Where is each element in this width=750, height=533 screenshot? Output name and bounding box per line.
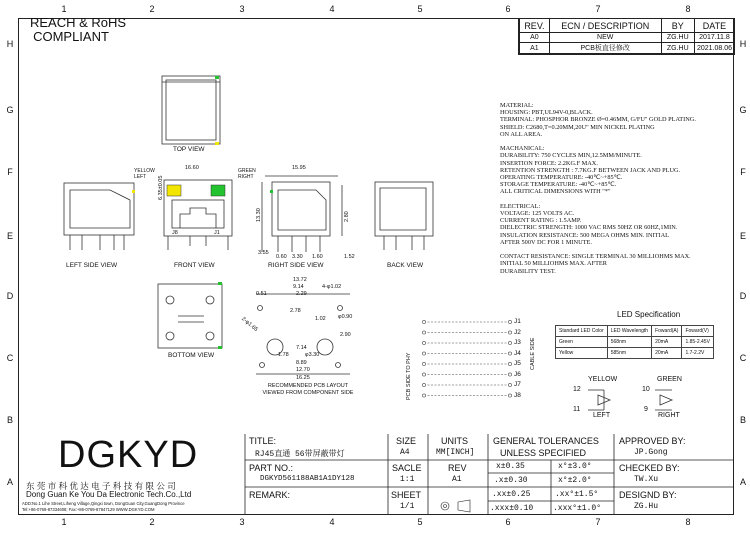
sheet-value: 1/1 <box>400 502 415 511</box>
rev-header-rev: REV. <box>520 19 550 33</box>
company-cn-name: 东 莞 市 科 优 达 电 子 科 技 有 限 公 司 <box>26 481 176 491</box>
column-label-7: 7 <box>595 4 601 14</box>
pin-terminal <box>422 331 425 334</box>
green-right-label <box>238 168 256 180</box>
part-no-value: DGKYD561188AB1A1DY128 <box>260 475 355 483</box>
right-view-accent <box>270 190 273 193</box>
tolerance-title: GENERAL TOLERANCES <box>493 436 599 446</box>
material-note-line: AFTER 500V DC FOR 1 MINUTE. <box>500 238 592 246</box>
left-view-accent <box>132 190 135 193</box>
led-spec-table <box>555 325 714 359</box>
pcb-side-label: PCB SIDE TO PHY <box>406 352 412 400</box>
schem-right: RIGHT <box>658 412 680 419</box>
size-value: A4 <box>400 448 410 457</box>
row-label-G: G <box>6 105 14 115</box>
top-view-label: TOP VIEW <box>173 146 205 153</box>
tol-cell: .xx°±1.5° <box>555 490 599 499</box>
rev-row-cell: NEW <box>549 33 661 43</box>
scale-label: SACLE <box>392 463 422 473</box>
pin-label-j7: J7 <box>514 381 521 388</box>
yellow-left-label <box>134 168 155 180</box>
led-cell: Yellow <box>556 348 608 359</box>
material-note-line: RETENTION STRENGTH : 7.7KG.F BETWEEN JACK AND PLUG. <box>500 166 681 174</box>
bottom-view-outline <box>158 284 222 348</box>
company-logo: DGKYD <box>58 434 199 476</box>
schem-pin-11: 11 <box>573 406 581 413</box>
material-note-line: INSERTION FORCE: 2.2KG.F MAX. <box>500 159 598 167</box>
pcb-layout-label-line: RECOMMENDED PCB LAYOUT <box>267 383 349 389</box>
row-label-E: E <box>739 231 746 241</box>
rev-row-cell: ZG.HU <box>661 43 694 54</box>
column-label-2: 2 <box>149 4 155 14</box>
row-label-H: H <box>739 39 747 49</box>
back-view-outline <box>375 182 433 250</box>
dim-side-b1: 3.55 <box>258 250 269 256</box>
pin-terminal <box>422 341 425 344</box>
material-note-line: OPERATING TEMPERATURE: -40℃~+85℃. <box>500 174 623 182</box>
left-side-view-outline <box>64 183 134 250</box>
rev-row-cell: PCB板直径修改 <box>549 43 661 54</box>
dim-pcb-r6: 7.14 <box>296 345 307 351</box>
led-cell: 1.7-2.2V <box>682 348 713 359</box>
company-address: ADD:No.1 Lihe Street,Liheng Village,Qingxi town, DongGuan City,GuangDong Province <box>22 501 185 506</box>
material-note-line <box>500 196 696 203</box>
approved-value: JP.Gong <box>634 448 668 457</box>
pin-map <box>422 320 511 397</box>
schem-pin-12: 12 <box>573 386 581 393</box>
row-label-C: C <box>6 353 14 363</box>
dim-pcb-r2: 2.78 <box>290 308 301 314</box>
tol-cell: .xxx°±1.0° <box>553 504 602 513</box>
row-label-A: A <box>739 477 746 487</box>
row-label-C: C <box>739 353 747 363</box>
dim-side-b5: 1.52 <box>344 254 355 260</box>
company-tel: Tel:+86-0769-87334608; Fax:+86-0769-87847129 WWW.DGKYD.COM <box>22 507 155 512</box>
yellow-label: YELLOW <box>134 168 155 174</box>
dim-pcb-top3: 2.29 <box>296 291 307 297</box>
pin-label-j5: J5 <box>514 360 521 367</box>
pin-terminal <box>422 373 425 376</box>
material-note-line <box>500 138 696 145</box>
material-note-line: INSULATION RESISTANCE: 500 MEGA OHMS MIN. INITIAL <box>500 231 669 239</box>
led-cell: 20mA <box>652 337 682 348</box>
company-en-name: Dong Guan Ke You Da Electronic Tech.Co.,Ltd <box>26 490 192 499</box>
column-label-6: 6 <box>505 517 511 527</box>
bottom-view-accent <box>218 282 222 285</box>
led-header-cell: Foward(A) <box>652 326 682 337</box>
designed-label: DESIGND BY: <box>619 490 677 500</box>
left-side-view-label: LEFT SIDE VIEW <box>66 262 118 269</box>
size-label: SIZE <box>396 436 417 446</box>
row-label-B: B <box>739 415 746 425</box>
dim-front-width: 16.60 <box>185 165 199 171</box>
row-label-B: B <box>6 415 13 425</box>
led-cell: 585nm <box>607 348 651 359</box>
material-note-line <box>500 246 696 253</box>
row-label-D: D <box>739 291 747 301</box>
material-note-line: INITIAL 50 MILLIOHMS MAX. AFTER <box>500 260 607 268</box>
yellow-led-indicator <box>167 185 181 196</box>
top-view-accent <box>215 76 219 79</box>
pin-terminal <box>508 394 511 397</box>
pin-j8-label: J8 <box>172 230 178 236</box>
checked-value: TW.Xu <box>634 475 659 484</box>
dim-side-b4: 1.60 <box>312 254 323 260</box>
rev-value: A1 <box>452 475 462 484</box>
tol-cell: x°±3.0° <box>558 462 592 471</box>
column-label-3: 3 <box>239 517 245 527</box>
dim-side-b3: 3.30 <box>292 254 303 260</box>
dim-pcb-angle: 2-φ1.65 <box>240 316 259 333</box>
dim-pcb-r9: 8.89 <box>296 360 307 366</box>
material-note-line: SHIELD: C2680,T=0.20MM,20U" MIN NICKEL PLATING <box>500 123 655 131</box>
top-view-accent <box>215 142 219 145</box>
material-note-line: ALL CRITICAL DIMENSIONS WITH "*" <box>500 188 611 196</box>
material-note-line: DURABILITY TEST. <box>500 267 556 275</box>
right-label: RIGHT <box>238 174 254 180</box>
material-note-line: MACHANICAL: <box>500 145 545 153</box>
green-label: GREEN <box>238 168 256 174</box>
column-label-6: 6 <box>505 4 511 14</box>
pin-label-j1: J1 <box>514 318 521 325</box>
column-label-8: 8 <box>685 4 691 14</box>
scale-value: 1:1 <box>400 475 415 484</box>
dim-pcb-top1: 13.72 <box>293 277 307 283</box>
column-label-1: 1 <box>61 4 67 14</box>
back-view-label: BACK VIEW <box>387 262 424 269</box>
row-label-E: E <box>6 231 13 241</box>
column-label-2: 2 <box>149 517 155 527</box>
led-header-cell: Foward(V) <box>682 326 713 337</box>
units-value: MM[INCH] <box>436 448 475 457</box>
column-label-5: 5 <box>417 4 423 14</box>
dim-pcb-r4: φ0.90 <box>338 314 353 320</box>
column-label-1: 1 <box>61 517 67 527</box>
material-note-line: STORAGE TEMPERATURE: -40℃~+85℃. <box>500 181 617 189</box>
pin-terminal <box>508 362 511 365</box>
led-cell: 1.85-2.45V <box>682 337 713 348</box>
right-side-view-label: RIGHT SIDE VIEW <box>268 262 324 269</box>
led-spec-title: LED Specification <box>617 310 681 319</box>
units-label: UNITS <box>441 436 468 446</box>
cable-side-label: CABLE SIDE <box>530 337 536 370</box>
pin-label-j4: J4 <box>514 349 521 357</box>
sheet-label: SHEET <box>391 490 422 500</box>
pin-j1-label: J1 <box>214 230 220 236</box>
row-label-G: G <box>739 105 747 115</box>
pin-terminal <box>422 352 425 355</box>
schem-left: LEFT <box>593 412 611 419</box>
dim-side-depth: 15.95 <box>292 165 306 171</box>
column-label-4: 4 <box>329 4 335 14</box>
tolerance-subtitle: UNLESS SPECIFIED <box>500 448 587 458</box>
dim-pcb-r11: 16.25 <box>296 375 310 381</box>
designed-value: ZG.Hu <box>634 502 659 511</box>
led-cell: Green <box>556 337 608 348</box>
dim-pcb-r5: 2.90 <box>340 332 351 338</box>
dim-pcb-r10: 12.70 <box>296 367 310 373</box>
pin-terminal <box>422 383 425 386</box>
column-label-5: 5 <box>417 517 423 527</box>
material-note-line: TERMINAL: PHOSPHOR BRONZE Ø=0.46MM, G/FU" GOLD PLATING. <box>500 116 696 124</box>
part-no-label: PART NO.: <box>249 463 294 473</box>
dim-pcb-holes: 4-φ1.02 <box>322 284 342 290</box>
dim-pcb-r3: 1.02 <box>315 316 326 322</box>
row-label-F: F <box>740 167 746 177</box>
left-label: LEFT <box>134 174 147 180</box>
remark-label: REMARK: <box>249 490 291 500</box>
material-note-line: CURRENT RATING : 1.5AMP. <box>500 217 582 225</box>
dim-pcb-top2: 9.14 <box>293 284 304 290</box>
tol-cell: x°±2.0° <box>558 476 592 485</box>
rev-row-cell: A0 <box>520 33 550 43</box>
dim-side-height: 13.30 <box>256 208 262 222</box>
rev-row-cell: A1 <box>520 43 550 54</box>
pin-terminal <box>422 362 425 365</box>
material-note-line: DURABILITY: 750 CYCLES MIN,12.5MM/MINUTE. <box>500 152 642 160</box>
schem-pin-9: 9 <box>644 406 648 413</box>
rev-row-cell: 2021.08.06 <box>694 43 734 54</box>
right-side-view-outline <box>262 176 342 252</box>
led-header-cell: Standard LED Color <box>556 326 608 337</box>
schem-yellow: YELLOW <box>588 376 618 383</box>
pin-label-j3: J3 <box>514 339 521 346</box>
dim-pcb-r1: 0.51 <box>256 291 267 297</box>
row-label-A: A <box>6 477 13 487</box>
material-note-line: VOLTAGE: 125 VOLTS AC. <box>500 210 575 218</box>
title-value: RJ45直通 56带屏蔽带灯 <box>255 450 345 459</box>
approved-label: APPROVED BY: <box>619 436 686 446</box>
led-cell: 568nm <box>607 337 651 348</box>
pin-terminal <box>422 394 425 397</box>
column-label-7: 7 <box>595 517 601 527</box>
pin-terminal <box>422 320 425 323</box>
column-label-4: 4 <box>329 517 335 527</box>
dim-side-h2: 2.80 <box>344 211 350 222</box>
title-label: TITLE: <box>249 436 277 446</box>
tol-cell: x±0.35 <box>496 462 525 471</box>
pin-terminal <box>508 352 511 355</box>
pin-terminal <box>508 383 511 386</box>
pin-terminal <box>508 341 511 344</box>
material-note-line: ELECTRICAL: <box>500 202 541 210</box>
dim-pcb-r7: 1.78 <box>278 352 289 358</box>
row-label-D: D <box>6 291 14 301</box>
column-label-8: 8 <box>685 517 691 527</box>
column-label-3: 3 <box>239 4 245 14</box>
row-label-H: H <box>6 39 14 49</box>
pin-label-j2: J2 <box>514 328 521 336</box>
pin-label-j6: J6 <box>514 370 521 378</box>
pcb-layout-label <box>258 383 358 397</box>
material-note-line: CONTACT RESISTANCE: SINGLE TERMINAL 30 MILLIOHMS MAX. <box>500 253 691 261</box>
compliance-line-1: REACH & RoHS <box>30 15 127 30</box>
schem-pin-10: 10 <box>642 386 650 393</box>
top-view-outline <box>162 76 220 144</box>
compliance-line-2: COMPLIANT <box>33 29 109 44</box>
pin-terminal <box>508 373 511 376</box>
material-note-line: HOUSING: PBT,UL94V-0,BLACK. <box>500 109 593 117</box>
material-note-line: DIELECTRIC STRENGTH: 1000 VAC RMS 50HZ OR 60HZ,1MIN. <box>500 224 678 232</box>
schem-green: GREEN <box>657 376 682 383</box>
checked-label: CHECKED BY: <box>619 463 680 473</box>
dim-front-led: 6.35±0.05 <box>158 175 164 200</box>
material-note-line: MATERIAL: <box>500 102 534 109</box>
rev-row-cell: ZG.HU <box>661 33 694 43</box>
material-note-line: ON ALL AREA. <box>500 130 543 138</box>
bottom-view-label: BOTTOM VIEW <box>168 352 215 359</box>
dim-side-b2: 0.60 <box>276 254 287 260</box>
rev-header-by: BY <box>661 19 694 33</box>
led-cell: 20mA <box>652 348 682 359</box>
tol-cell: .xx±0.25 <box>492 490 531 499</box>
green-led-indicator <box>211 185 225 196</box>
front-view-label: FRONT VIEW <box>174 262 215 269</box>
rev-label: REV <box>448 463 467 473</box>
material-notes <box>500 102 696 275</box>
pin-terminal <box>508 331 511 334</box>
tol-cell: .xxx±0.10 <box>490 504 534 513</box>
rev-header-date: DATE <box>694 19 734 33</box>
pin-terminal <box>508 320 511 323</box>
led-schematic <box>588 390 672 410</box>
led-header-cell: LED Wavelength <box>607 326 651 337</box>
tol-cell: .x±0.30 <box>494 476 528 485</box>
bottom-view-accent <box>218 346 222 349</box>
rev-row-cell: 2017.11.8 <box>694 33 734 43</box>
projection-symbol <box>441 500 470 512</box>
dim-pcb-r8: φ3.30 <box>305 352 320 358</box>
row-label-F: F <box>7 167 13 177</box>
pin-label-j8: J8 <box>514 391 521 399</box>
rev-header-desc: ECN / DESCRIPTION <box>549 19 661 33</box>
pcb-layout-label-line: VIEWED FROM COMPONENT SIDE <box>262 390 354 396</box>
